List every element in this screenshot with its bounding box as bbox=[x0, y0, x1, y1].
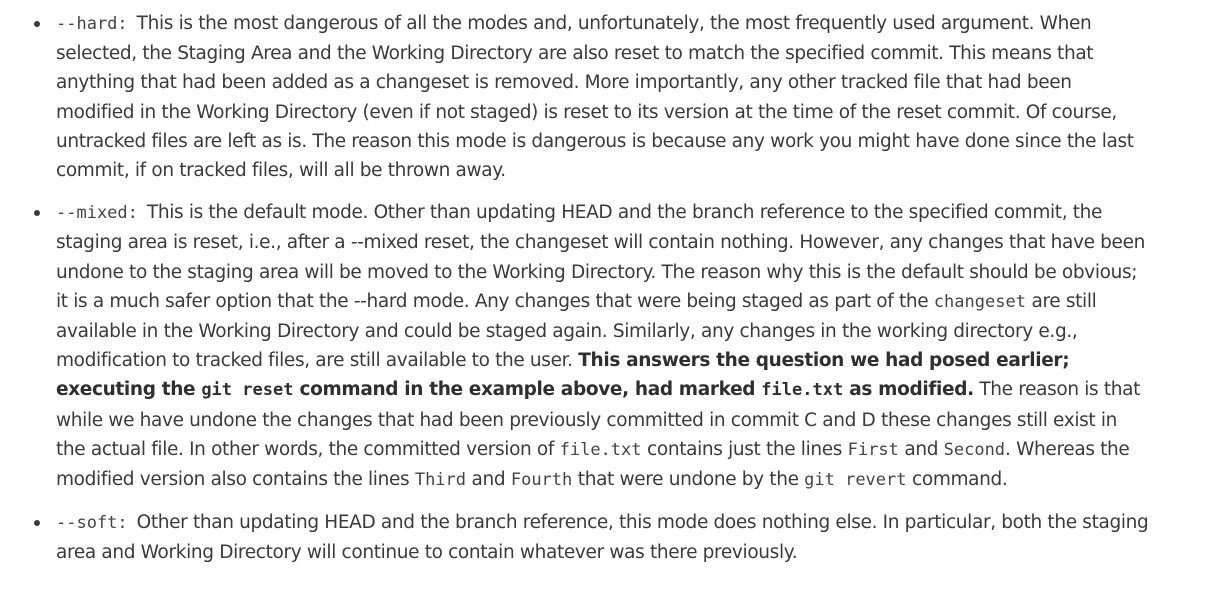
soft-description: Other than updating HEAD and the branch reference, this mode does nothing else. In particular, both the staging area and Working Directory will continue to contain whatever was there previously. bbox=[56, 512, 1149, 564]
hard-flag: --hard: bbox=[56, 14, 128, 34]
mixed-flag: --mixed: bbox=[56, 203, 138, 224]
mixed-text-3: The reason is that while we have undone the changes that had been previously committed in commit C and D these changes still exist in the actual file. In other words, the committed version of bbox=[56, 379, 1141, 460]
mixed-text-8: that were undone by the bbox=[572, 469, 805, 491]
mixed-text-5: and bbox=[898, 438, 944, 460]
mixed-text-4: contains just the lines bbox=[641, 438, 848, 460]
mixed-text-1: This is the default mode. Other than updating HEAD and the branch reference to the specified commit, the staging area is reset, i.e., after a --mixed reset, the changeset will contain nothing. However, any changes that have been undone to the staging area will be moved to the Working Directory. The reason why this is the default should be obvious; it is a much safer option that the --hard mode. Any changes that were being staged as part of the bbox=[56, 202, 1145, 312]
list-item-mixed bbox=[56, 198, 1151, 495]
bold-text-2: command in the example above, had marked bbox=[293, 379, 762, 401]
code-changeset: changeset bbox=[933, 291, 1026, 312]
code-git-revert: git revert bbox=[804, 470, 907, 491]
code-third: Third bbox=[414, 470, 467, 491]
mixed-text-7: and bbox=[466, 469, 511, 491]
soft-flag: --soft: bbox=[56, 513, 128, 534]
mixed-text-9: command. bbox=[906, 469, 1008, 491]
hard-description: This is the most dangerous of all the modes and, unfortunately, the most frequently used argument. When selected, the Staging Area and the Working Directory are also reset to match the specified commit. This means that anything that had been added as a changeset is removed. More importantly, any other tracked file that had been modified in the Working Directory (even if not staged) is reset to its version at the time of the reset commit. Of course, untracked files are left as is. The reason this mode is dangerous is because any work you might have done since the last commit, if on tracked files, will all be thrown away. bbox=[56, 13, 1134, 182]
bold-code-file: file.txt bbox=[761, 380, 844, 401]
mixed-text-2: are still available in the Working Directory and could be staged again. Similarly, any changes in the working directory e.g., modification to tracked files, are still available to the user. bbox=[56, 290, 1097, 372]
code-fourth: Fourth bbox=[510, 470, 573, 491]
mixed-text-6: . Whereas the modified version also contains the lines bbox=[56, 438, 1130, 491]
code-file-txt: file.txt bbox=[559, 439, 642, 460]
bold-text-3: as modified. bbox=[843, 379, 974, 401]
bold-text-1: This answers the question we had posed earlier; executing the bbox=[56, 350, 1070, 401]
list-item-soft bbox=[56, 508, 1151, 567]
list-item-hard bbox=[56, 9, 1151, 185]
code-first: First bbox=[847, 439, 899, 460]
code-second: Second bbox=[943, 439, 1006, 460]
bold-code-git-reset: git reset bbox=[201, 380, 294, 401]
